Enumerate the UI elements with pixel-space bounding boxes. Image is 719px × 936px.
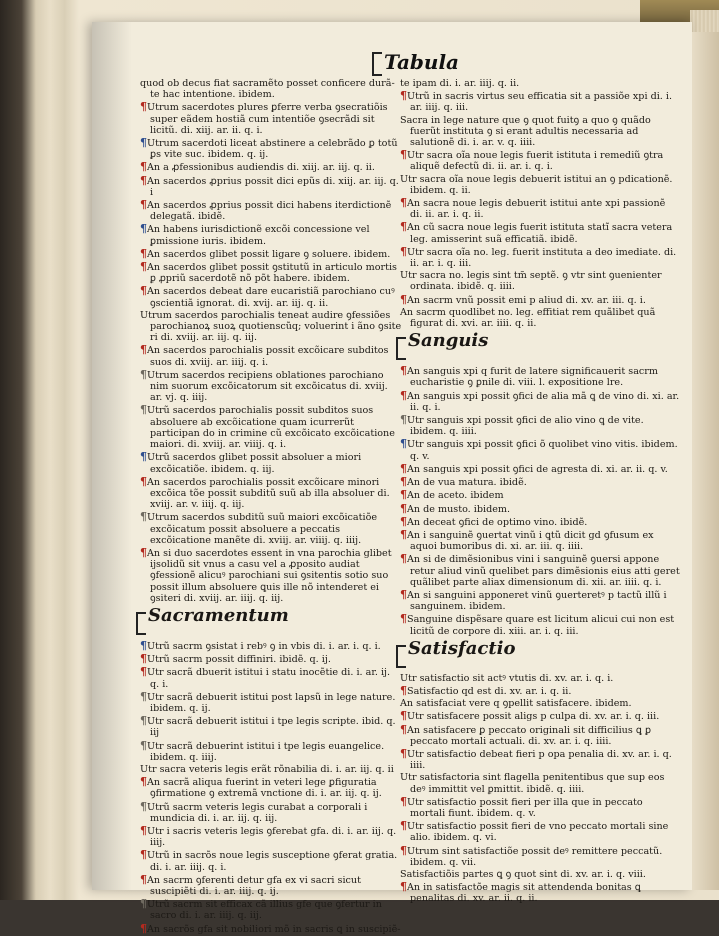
- index-entry: [400, 869, 680, 880]
- entry-text: te ipam di. i. ar. iiij. q. ii.: [400, 78, 520, 89]
- index-entry: [140, 874, 402, 897]
- entry-text: Utr sanguis xpi possit ꝯfici õ quolibet vino vitis. ibidem. q. v.: [407, 439, 678, 462]
- entry-text: An cũ sacra noue legis fuerit istituta statĩ sacra vetera leg. amisserint suã efficatiã. ibidẽ.: [407, 222, 673, 245]
- index-entry: [140, 849, 402, 872]
- entry-text: An si de dimẽsionibus vini i sanguinẽ ꝯuersi appone retur aliud vinũ quelibet pars dimẽsionis eius atti geret quãlibet parte aliax dimensionum di. xii. ar. iiii. q. i.: [407, 554, 680, 588]
- paraph-mark-icon: ¶: [140, 545, 147, 559]
- entry-text: An in satisfactõe magis sit attendenda bonitas ꝗ penalitas di. xv. ar. ii. q. ii.: [407, 882, 641, 905]
- paraph-mark-icon: ¶: [140, 775, 147, 789]
- index-entry: [400, 820, 680, 843]
- index-entry: [140, 801, 402, 824]
- index-entry: [400, 438, 680, 461]
- right-entries-top: [400, 78, 680, 329]
- index-entry: [140, 640, 402, 652]
- index-entry: [400, 772, 680, 794]
- section-title: Satisfactio: [408, 637, 516, 659]
- index-entry: [400, 685, 680, 697]
- entry-text: Utr satisfactoria sint flagella penitentibus que sup eos deꝰ immittit vel ꝑmittit. ibidẽ. q. iiii.: [400, 772, 665, 795]
- entry-text: An de musto. ibidem.: [407, 503, 511, 515]
- index-entry: [400, 796, 680, 819]
- paraph-mark-icon: ¶: [400, 89, 407, 103]
- entry-text: An satisfacere ꝑ peccato originali sit difficilius ꝗ ꝑ peccato mortali actuali. di. xv. ar. i. q. iiii.: [407, 724, 652, 747]
- entry-text: An sacra noue legis debuerit istitui ante xpi passionẽ di. ii. ar. i. q. ii.: [407, 198, 666, 221]
- entry-text: Utrũ sacrm ꝯsistat i rebꝰ ꝯ in vbis di. i. ar. i. q. i.: [147, 640, 381, 652]
- entry-text: Utr sacrã dbuerit istitui i statu inocẽtie di. i. ar. ij. q. i.: [147, 667, 391, 690]
- entry-text: An de vua matura. ibidẽ.: [407, 477, 527, 489]
- entry-text: Sacra in lege nature que ꝯ quot fuitꝯ a quo ꝯ quãdo fuerũt instituta ꝯ si erant adultis necessaria ad salutionẽ di. i. ar. v. q. iiii.: [400, 114, 651, 149]
- index-entry: [140, 101, 402, 136]
- entry-text: Satisfactiõis partes ꝗ ꝯ quot sint di. xv. ar. i. q. viii.: [400, 868, 646, 880]
- paraph-mark-icon: ¶: [140, 714, 147, 728]
- entry-text: Utr sacrã debuerit istitui i tpe legis scripte. ibid. q. iij: [147, 716, 396, 739]
- right-column: [400, 78, 680, 906]
- index-entry: [400, 516, 680, 528]
- gutter-shadow: [92, 22, 132, 890]
- paraph-mark-icon: ¶: [400, 722, 407, 736]
- entry-text: An sacrã aliqua fuerint in veteri lege ꝑfiguratia ꝯfirmatione ꝯ extremã vnctione di. i. ar. iij. q. ij.: [147, 777, 382, 800]
- entry-text: An satisfaciat vere q ꝯpellit satisfacere. ibidem.: [400, 698, 632, 710]
- entry-text: An sacerdos ꝓprius possit dici habens iterdictionẽ delegatã. ibidẽ.: [147, 200, 392, 223]
- left-column: [140, 78, 402, 936]
- paraph-mark-icon: ¶: [400, 364, 407, 378]
- index-entry: [140, 369, 402, 404]
- entry-text: An sacrõs gfa sit nobiliori mõ in sacris ꝗ in suscipiẽ-: [147, 923, 401, 935]
- entry-text: An sacrm quodlibet no. leg. effitiat rem quãlibet quã figurat di. xvi. ar. iiii. q. ii.: [400, 306, 656, 330]
- entry-text: An i sanguinẽ ꝯuertat vinũ i ꝗtũ dicit gd ꝯfusum ex aquoi bumoribus di. xi. ar. iii. q. iiii.: [407, 529, 654, 553]
- index-entry: [400, 221, 680, 244]
- entry-text: An si sanguini apponeret vinũ ꝯuerteretꝰ p tactũ illũ i sanguinem. ibidem.: [407, 589, 667, 613]
- index-entry: [140, 740, 402, 763]
- index-entry: [400, 115, 680, 149]
- entry-text: An sacerdos glibet possit ꝯstitutũ in articulo mortis ꝑ ꝓpriũ sacerdotẽ nõ põt habere. ibidem.: [147, 262, 397, 285]
- paraph-mark-icon: ¶: [400, 413, 407, 427]
- paraph-mark-icon: ¶: [400, 746, 407, 760]
- entry-text: An sacerdos debeat dare eucaristiã parochiano cuꝰ ꝯscientiã ignorat. di. xvij. ar. iij. q. ii.: [147, 286, 395, 309]
- index-entry: [140, 261, 402, 284]
- paraph-mark-icon: ¶: [140, 665, 147, 679]
- section-bracket: [396, 337, 406, 360]
- index-entry: [140, 199, 402, 222]
- index-entry: [400, 724, 680, 747]
- section-bracket: [396, 645, 406, 668]
- section-title: Sanguis: [408, 330, 489, 352]
- entry-text: An sacerdos glibet possit ligare ꝯ soluere. ibidem.: [147, 248, 391, 260]
- entry-text: Utr sacra veteris legis erãt rõnabilia di. i. ar. iij. q. ii: [140, 763, 394, 775]
- entry-text: Satisfactio qd est di. xv. ar. i. q. ii.: [407, 685, 572, 697]
- index-entry: [140, 898, 402, 921]
- index-entry: [400, 529, 680, 552]
- entry-text: Utr satisfactio debeat fieri p opa penalia di. xv. ar. i. q. iiii.: [407, 748, 672, 772]
- paraph-mark-icon: ¶: [400, 461, 407, 475]
- entry-text: An sanguis xpi possit ꝯfici de agresta di. xi. ar. ii. q. v.: [407, 463, 668, 475]
- index-entry: [400, 414, 680, 437]
- header-bracket: [372, 52, 382, 76]
- index-entry: [140, 175, 402, 198]
- paraph-mark-icon: ¶: [400, 501, 407, 515]
- entry-text: Utrum sacerdos parochialis teneat audire ꝯfessiões parochianoꝝ suoꝝ quotienscũq; voluerint i ãno ꝯsite ri di. xviij. ar. iij. q. iij.: [140, 309, 402, 344]
- paraph-mark-icon: ¶: [140, 246, 147, 260]
- paraph-mark-icon: ¶: [400, 612, 407, 626]
- index-entry: [400, 174, 680, 196]
- paraph-mark-icon: ¶: [140, 738, 147, 752]
- index-entry: [140, 344, 402, 367]
- entry-text: Utr satisfacere possit aligs p culpa di. xv. ar. i. q. iii.: [407, 711, 660, 723]
- paraph-mark-icon: ¶: [400, 709, 407, 723]
- paraph-mark-icon: ¶: [140, 638, 147, 652]
- entry-text: Utrum sacerdos subditũ suũ maiori excõicatiõe excõicatum possit absoluere a peccatis excõicatione manẽte di. xviij. ar. viiij. q. iiij.: [147, 512, 378, 546]
- paraph-mark-icon: ¶: [140, 921, 147, 935]
- index-entry: [400, 489, 680, 501]
- entry-text: Utrũ sacrm veteris legis curabat a corporali i mundicia di. i. ar. iij. q. iij.: [147, 801, 368, 824]
- entry-text: Utrũ in sacris virtus seu efficatia sit a passiõe xpi di. i. ar. iiij. q. iii.: [407, 91, 672, 114]
- index-entry: [140, 666, 402, 689]
- index-entry: [140, 248, 402, 260]
- entry-text: Utrũ sacrm possit diffiniri. ibidẽ. q. ij.: [147, 654, 331, 666]
- index-entry: [400, 463, 680, 475]
- paraph-mark-icon: ¶: [400, 437, 407, 451]
- index-entry: [140, 923, 402, 935]
- index-entry: [400, 365, 680, 388]
- entry-text: Utrum sacerdotes plures ꝑferre verba ꝯsecratiõis super eãdem hostiã cum intentiõe ꝯsecrãdi sit licitũ. di. xiij. ar. ii. q. i.: [147, 102, 388, 136]
- paraph-mark-icon: ¶: [400, 148, 407, 162]
- paraph-mark-icon: ¶: [400, 683, 407, 697]
- paraph-mark-icon: ¶: [140, 823, 147, 837]
- index-entry: [140, 511, 402, 546]
- paraph-mark-icon: ¶: [140, 367, 147, 381]
- entry-text: Utr sacrã debuerit istitui post lapsũ in lege nature. ibidem. q. ij.: [147, 691, 396, 714]
- paraph-mark-icon: ¶: [140, 897, 147, 911]
- entry-text: An sanguis xpi possit ꝯfici de alia mã ꝗ de vino di. xi. ar. ii. q. i.: [407, 390, 680, 413]
- entry-text: Utrum sacerdoti liceat abstinere a celebrãdo ꝑ totũ ꝑs vite suc. ibidem. q. ij.: [147, 138, 398, 161]
- right-entries-sanguis: [400, 365, 680, 636]
- index-entry: [400, 503, 680, 515]
- paraph-mark-icon: ¶: [140, 652, 147, 666]
- paraph-mark-icon: ¶: [140, 284, 147, 298]
- paraph-mark-icon: ¶: [140, 136, 147, 150]
- entry-text: Utr sacra oĩa no. leg. fuerit instituta a deo imediate. di. ii. ar. i. q. iii.: [407, 246, 677, 270]
- paraph-mark-icon: ¶: [140, 474, 147, 488]
- index-entry: [140, 285, 402, 308]
- paraph-mark-icon: ¶: [400, 514, 407, 528]
- paraph-mark-icon: ¶: [400, 880, 407, 894]
- left-entries-sacramentum: [140, 640, 402, 935]
- paraph-mark-icon: ¶: [140, 403, 147, 417]
- index-entry: [140, 161, 402, 173]
- entry-text: Utrũ sacerdos glibet possit absoluer a miori excõicatiõe. ibidem. q. iij.: [147, 452, 362, 475]
- entry-text: Utr sacra no. legis sint tm̃ septẽ. ꝯ vtr sint ꝯuenienter ordinata. ibidẽ. q. iiii.: [400, 270, 662, 293]
- entry-text: Utr sacrã debuerint istitui i tpe legis euangelice. ibidem. q. iiij.: [147, 740, 385, 763]
- entry-text: An sacrm vnũ possit emi p aliud di. xv. ar. iii. q. i.: [407, 294, 646, 306]
- paraph-mark-icon: ¶: [140, 160, 147, 174]
- index-entry: [140, 776, 402, 799]
- section-bracket: [136, 612, 146, 635]
- section-title: Sacramentum: [148, 604, 289, 626]
- index-entry: [140, 653, 402, 665]
- index-entry: [400, 294, 680, 306]
- index-entry: [400, 197, 680, 220]
- index-entry: [140, 404, 402, 450]
- index-entry: [400, 390, 680, 413]
- index-entry: [140, 451, 402, 474]
- index-entry: [400, 270, 680, 292]
- entry-text: Utr i sacris veteris legis ꝯferebat gfa. di. i. ar. iij. q. iiij.: [147, 825, 397, 849]
- index-entry: [400, 710, 680, 722]
- entry-text: Utr satisfactio sit actꝰ vtutis di. xv. ar. i. q. i.: [400, 672, 614, 684]
- entry-text: An a ꝓfessionibus audiendis di. xiij. ar. iij. q. ii.: [147, 162, 375, 174]
- paraph-mark-icon: ¶: [400, 388, 407, 402]
- entry-text: quod ob decus fiat sacramẽto posset conficere durã-te hac intentione. ibidem.: [140, 78, 395, 101]
- entry-text: Utrum sacerdos recipiens oblationes parochiano nim suorum excõicatorum sit excõicatus di. xviij. ar. vj. q. iiij.: [147, 369, 388, 404]
- entry-text: Utrũ in sacrõs noue legis susceptione ꝯferat gratia. di. i. ar. iiij. q. i.: [147, 850, 398, 873]
- entry-text: An si duo sacerdotes essent in vna parochia glibet ijsolidũ sit vnus a casu vel a ꝓposito audiat ꝯfessionẽ alicuꝰ parochiani sui ꝯsitentis sotio suo possit illum absoluere ꝗuis ille nõ intenderet ei ꝯsiteri di. xviij. ar. iiij. q. iij.: [147, 547, 392, 604]
- section-heading-sanguis: [396, 330, 680, 359]
- index-entry: [140, 715, 402, 738]
- index-entry: [400, 476, 680, 488]
- entry-text: Utrũ sacerdos parochialis possit subditos suos absoluere ab excõicatione quam icurrerũt participan do in crimine cũ excõicato excõicatione maiori. di. xviij. ar. viiij. q. i.: [147, 405, 395, 451]
- paraph-mark-icon: ¶: [400, 244, 407, 258]
- paraph-mark-icon: ¶: [400, 292, 407, 306]
- index-entry: [400, 90, 680, 113]
- entry-text: An habens iurisdictionẽ excõi concessione vel ꝑmissione iuris. ibidem.: [147, 224, 370, 247]
- running-header: [372, 50, 462, 76]
- entry-text: Utr sacra oĩa noue legis fuerit istituta i remediũ ꝯtra aliquẽ defectũ di. ii. ar. i. q. i.: [407, 150, 664, 173]
- paraph-mark-icon: ¶: [400, 220, 407, 234]
- paraph-mark-icon: ¶: [140, 173, 147, 187]
- index-entry: [400, 78, 680, 89]
- header-title: Tabula: [384, 50, 460, 74]
- entry-text: Utr satisfactio possit fieri de vno peccato mortali sine alio. ibidem. q. vi.: [407, 821, 669, 844]
- paraph-mark-icon: ¶: [140, 689, 147, 703]
- index-entry: [400, 246, 680, 269]
- paraph-mark-icon: ¶: [140, 343, 147, 357]
- paraph-mark-icon: ¶: [140, 450, 147, 464]
- index-entry: [400, 613, 680, 636]
- entry-text: An sacerdos parochialis possit excõicare minori excõica tõe possit subditũ suũ ab illa absoluer di. xviij. ar. v. iiij. q. iij.: [147, 476, 390, 511]
- paraph-mark-icon: ¶: [140, 872, 147, 886]
- index-entry: [400, 748, 680, 771]
- index-entry: [140, 547, 402, 604]
- paraph-mark-icon: ¶: [400, 552, 407, 566]
- paraph-mark-icon: ¶: [140, 222, 147, 236]
- index-entry: [400, 553, 680, 588]
- entry-text: Utr satisfactio possit fieri per illa que in peccato mortali fiunt. ibidem. q. v.: [407, 796, 643, 819]
- paraph-mark-icon: ¶: [140, 260, 147, 274]
- entry-text: An deceat ꝯfici de optimo vino. ibidẽ.: [407, 516, 588, 528]
- paraph-mark-icon: ¶: [140, 100, 147, 114]
- paraph-mark-icon: ¶: [400, 587, 407, 601]
- index-entry: [400, 307, 680, 329]
- index-entry: [140, 310, 402, 344]
- paraph-mark-icon: ¶: [140, 198, 147, 212]
- paraph-mark-icon: ¶: [400, 794, 407, 808]
- paraph-mark-icon: ¶: [400, 819, 407, 833]
- entry-text: Sanguine dispẽsare quare est licitum alicui cui non est licitũ de corpore di. xiii. ar. i. q. iii.: [407, 614, 675, 637]
- paraph-mark-icon: ¶: [400, 488, 407, 502]
- left-entries-top: [140, 78, 402, 604]
- paraph-mark-icon: ¶: [140, 510, 147, 524]
- index-entry: [140, 137, 402, 160]
- paraph-mark-icon: ¶: [400, 196, 407, 210]
- paraph-mark-icon: ¶: [400, 843, 407, 857]
- index-entry: [140, 764, 402, 775]
- index-entry: [400, 589, 680, 612]
- entry-text: An sacerdos parochialis possit excõicare subditos suos di. xviij. ar. iiij. q. i.: [147, 345, 389, 368]
- index-entry: [400, 673, 680, 684]
- index-entry: [140, 825, 402, 848]
- index-entry: [400, 149, 680, 172]
- right-entries-satisfactio: [400, 673, 680, 905]
- index-entry: [140, 691, 402, 714]
- entry-text: An sacrm ꝯferenti detur gfa ex vi sacri sicut suscipiẽti di. i. ar. iiij. q. ij.: [147, 874, 361, 897]
- entry-text: An sanguis xpi q furit de latere significauerit sacrm eucharistie ꝯ ꝑnile di. viii. l. expositione lre.: [407, 366, 658, 389]
- paraph-mark-icon: ¶: [140, 799, 147, 813]
- entry-text: Utrum sint satisfactiõe possit deꝰ remittere peccatũ. ibidem. q. vii.: [407, 845, 663, 868]
- index-entry: [400, 698, 680, 709]
- entry-text: Utr sacra oĩa noue legis debuerit istitui an ꝯ pdicationẽ. ibidem. q. ii.: [400, 173, 673, 196]
- entry-text: An sacerdos ꝓprius possit dici epũs di. xiij. ar. iij. q. i: [147, 175, 399, 198]
- paraph-mark-icon: ¶: [140, 848, 147, 862]
- entry-text: Utrũ sacrm sit efficax cã illius gfe que ꝯfertur in sacro di. i. ar. iiij. q. iij.: [147, 899, 382, 922]
- paraph-mark-icon: ¶: [400, 475, 407, 489]
- section-heading-sacramentum: [136, 604, 402, 634]
- index-entry: [140, 223, 402, 246]
- entry-text: Utr sanguis xpi possit ꝯfici de alio vino ꝗ de vite. ibidem. q. iiii.: [407, 415, 644, 438]
- index-entry: [400, 845, 680, 868]
- index-entry: [140, 78, 402, 100]
- index-entry: [140, 476, 402, 511]
- index-entry: [400, 881, 680, 904]
- paraph-mark-icon: ¶: [400, 527, 407, 541]
- section-heading-satisfactio: [396, 637, 680, 667]
- entry-text: An de aceto. ibidem: [407, 490, 504, 502]
